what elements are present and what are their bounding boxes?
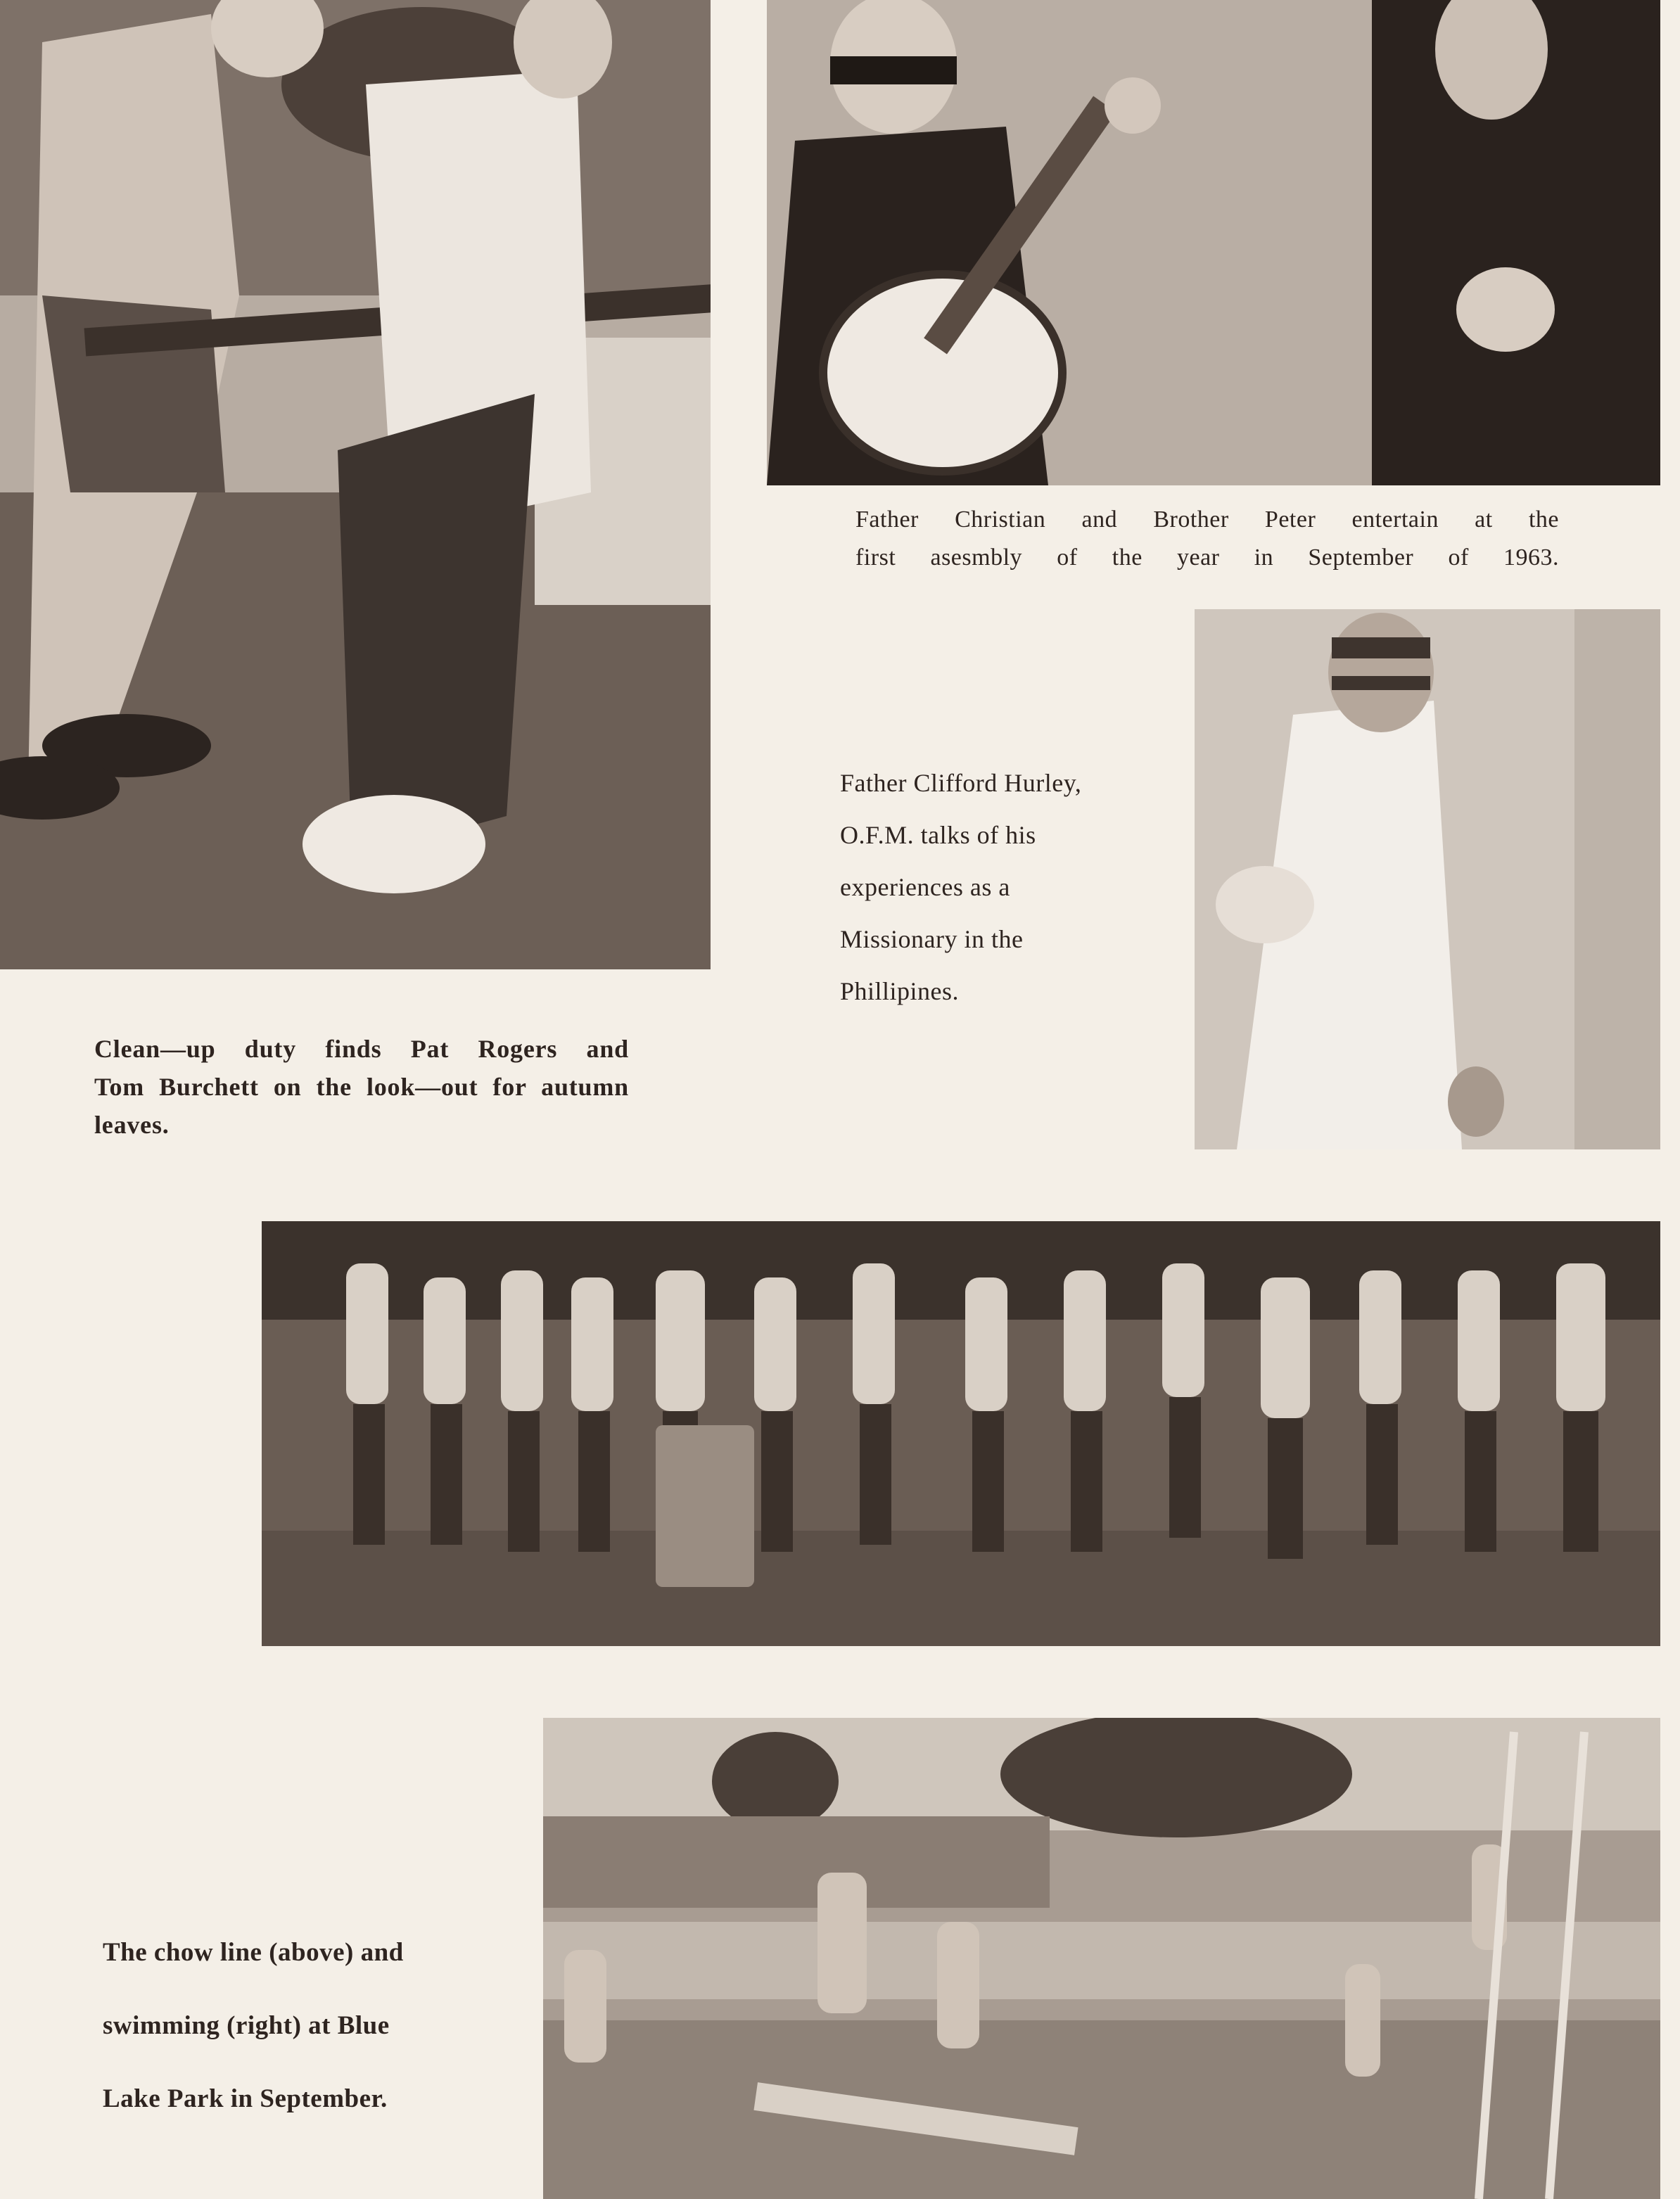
- photo-missionary-talk: [1195, 609, 1660, 1149]
- caption-swimming-line-1: The chow line (above) and: [103, 1938, 404, 1967]
- caption-swimming: [103, 1916, 497, 2136]
- photo-cleanup-image: [0, 0, 711, 969]
- caption-swimming-line-2: swimming (right) at Blue: [103, 2011, 390, 2040]
- caption-missionary-line-4: Missionary in the: [840, 925, 1024, 953]
- caption-banjo-line-1: Father Christian and Brother Peter entertain at the: [855, 506, 1559, 533]
- caption-swimming-line-3: Lake Park in September.: [103, 2084, 388, 2113]
- caption-banjo-line-2: first asesmbly of the year in September of 1963.: [855, 544, 1559, 571]
- photo-chow-line: [262, 1221, 1660, 1646]
- photo-cleanup-duty: [0, 0, 711, 969]
- caption-missionary-line-3: experiences as a: [840, 873, 1010, 901]
- caption-cleanup-line-3: leaves.: [94, 1111, 170, 1139]
- photo-chowline-image: [262, 1221, 1660, 1646]
- photo-swimming: [543, 1718, 1660, 2199]
- caption-cleanup-line-2: Tom Burchett on the look—out for autumn: [94, 1073, 629, 1101]
- caption-missionary-line-1: Father Clifford Hurley,: [840, 769, 1082, 797]
- caption-cleanup: [94, 1030, 629, 1144]
- photo-banjo-entertainers: [767, 0, 1660, 485]
- photo-banjo-image: [767, 0, 1660, 485]
- caption-missionary-line-5: Phillipines.: [840, 977, 960, 1005]
- caption-missionary-line-2: O.F.M. talks of his: [840, 821, 1036, 849]
- photo-missionary-image: [1195, 609, 1660, 1149]
- photo-swimming-image: [543, 1718, 1660, 2199]
- caption-cleanup-line-1: Clean—up duty finds Pat Rogers and: [94, 1035, 629, 1063]
- caption-banjo: [855, 501, 1559, 577]
- caption-missionary: [840, 757, 1171, 1017]
